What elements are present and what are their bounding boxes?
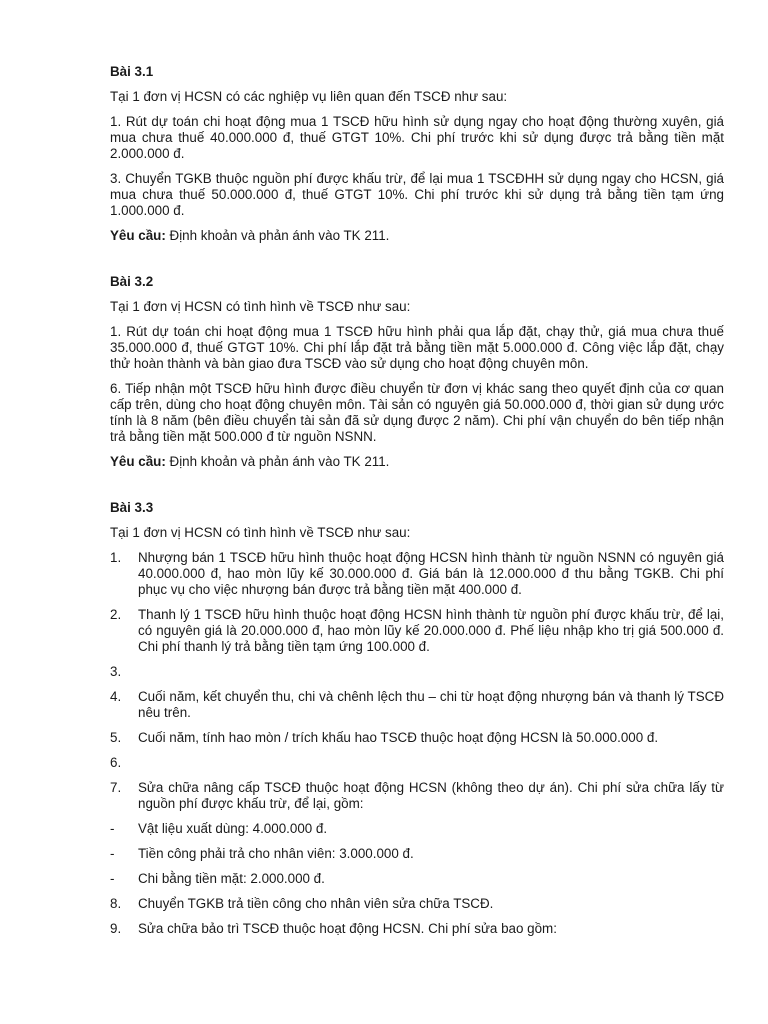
list-item (110, 871, 724, 887)
exercise-intro: Tại 1 đơn vị HCSN có các nghiệp vụ liên quan đến TSCĐ như sau: (110, 89, 508, 104)
list-item-number: 7. (110, 780, 122, 795)
list-item-number: 9. (110, 921, 122, 936)
list-item-text: Tiền công phải trả cho nhân viên: 3.000.000 đ. (138, 846, 414, 861)
requirement-text: Định khoản và phản ánh vào TK 211. (165, 454, 390, 469)
list-item-number: 5. (110, 730, 122, 745)
list-item-text: Thanh lý 1 TSCĐ hữu hình thuộc hoạt động HCSN hình thành từ nguồn phí được khấu trừ, để lại, có nguyên giá là 20.000.000 đ, hao mòn lũy kế 20.000.000 đ. Phế liệu nhập kho trị giá 500.000 đ. Chi phí thanh lý trả bằng tiền tạm ứng 100.000 đ. (138, 607, 724, 654)
list-item-text: Cuối năm, tính hao mòn / trích khấu hao TSCĐ thuộc hoạt động HCSN là 50.000.000 đ. (138, 730, 659, 745)
exercise-item: 1. Rút dự toán chi hoạt động mua 1 TSCĐ hữu hình sử dụng ngay cho hoạt động thường xuyên, giá mua chưa thuế 40.000.000 đ, thuế GTGT 10%. Chi phí trước khi sử dụng được trả bằng tiền mặt 2.000.000 đ. (110, 114, 724, 161)
list-item-number: 6. (110, 755, 122, 770)
list-item-number: 8. (110, 896, 122, 911)
list-item (110, 730, 724, 746)
list-item (110, 780, 724, 812)
list-item (110, 755, 724, 771)
exercise-item-list (110, 550, 724, 937)
list-item-text (138, 664, 724, 680)
list-item-text: Sửa chữa bảo trì TSCĐ thuộc hoạt động HCSN. Chi phí sửa bao gồm: (138, 921, 557, 936)
list-item-text (138, 755, 724, 771)
exercise-title: Bài 3.2 (110, 274, 154, 289)
exercise-3-2 (110, 274, 724, 470)
list-item (110, 896, 724, 912)
list-item-text: Chi bằng tiền mặt: 2.000.000 đ. (138, 871, 325, 886)
exercise-3-1 (110, 64, 724, 244)
list-item (110, 689, 724, 721)
list-item-text: Sửa chữa nâng cấp TSCĐ thuộc hoạt động HCSN (không theo dự án). Chi phí sửa chữa lấy từ nguồn phí được khấu trừ, để lại, gồm: (138, 780, 724, 811)
exercise-item: 6. Tiếp nhận một TSCĐ hữu hình được điều chuyển từ đơn vị khác sang theo quyết định của cơ quan cấp trên, dùng cho hoạt động chuyên môn. Tài sản có nguyên giá 50.000.000 đ, thời gian sử dụng ước tính là 8 năm (bên điều chuyển tài sản đã sử dụng được 2 năm). Chi phí vận chuyển do bên tiếp nhận trả bằng tiền mặt 500.000 đ từ nguồn NSNN. (110, 381, 724, 444)
requirement-label: Yêu cầu: (110, 228, 166, 243)
list-item-number: - (110, 871, 115, 886)
list-item-text: Vật liệu xuất dùng: 4.000.000 đ. (138, 821, 328, 836)
exercise-item: 1. Rút dự toán chi hoạt động mua 1 TSCĐ hữu hình phải qua lắp đặt, chạy thử, giá mua chưa thuế 35.000.000 đ, thuế GTGT 10%. Chi phí lắp đặt trả bằng tiền mặt 5.000.000 đ. Công việc lắp đặt, chạy thử hoàn thành và bàn giao đưa TSCĐ vào sử dụng cho hoạt động chuyên môn. (110, 324, 724, 371)
list-item-text: Nhượng bán 1 TSCĐ hữu hình thuộc hoạt động HCSN hình thành từ nguồn NSNN có nguyên giá 40.000.000 đ, hao mòn lũy kế 30.000.000 đ. Giá bán là 12.000.000 đ thu bằng TGKB. Chi phí phục vụ cho việc nhượng bán được trả bằng tiền mặt 400.000 đ. (138, 550, 724, 597)
list-item-number: 4. (110, 689, 122, 704)
list-item (110, 607, 724, 655)
list-item (110, 550, 724, 598)
exercise-item: 3. Chuyển TGKB thuộc nguồn phí được khấu trừ, để lại mua 1 TSCĐHH sử dụng ngay cho HCSN, giá mua chưa thuế 50.000.000 đ, thuế GTGT 10%. Chi phí trước khi sử dụng trả bằng tiền tạm ứng 1.000.000 đ. (110, 171, 724, 218)
list-item-text: Cuối năm, kết chuyển thu, chi và chênh lệch thu – chi từ hoạt động nhượng bán và thanh lý TSCĐ nêu trên. (138, 689, 724, 720)
exercise-intro: Tại 1 đơn vị HCSN có tình hình về TSCĐ như sau: (110, 525, 411, 540)
requirement-text: Định khoản và phản ánh vào TK 211. (165, 228, 390, 243)
exercise-requirement (110, 454, 724, 470)
list-item (110, 821, 724, 837)
exercise-title: Bài 3.3 (110, 500, 154, 515)
list-item-number: 1. (110, 550, 122, 565)
list-item-text: Chuyển TGKB trả tiền công cho nhân viên sửa chữa TSCĐ. (138, 896, 494, 911)
exercise-3-3 (110, 500, 724, 937)
list-item (110, 846, 724, 862)
list-item-number: - (110, 821, 115, 836)
requirement-label: Yêu cầu: (110, 454, 166, 469)
list-item (110, 921, 724, 937)
list-item-number: 2. (110, 607, 122, 622)
exercise-title: Bài 3.1 (110, 64, 154, 79)
list-item-number: 3. (110, 664, 122, 679)
exercise-intro: Tại 1 đơn vị HCSN có tình hình về TSCĐ như sau: (110, 299, 411, 314)
list-item (110, 664, 724, 680)
exercise-requirement (110, 228, 724, 244)
list-item-number: - (110, 846, 115, 861)
